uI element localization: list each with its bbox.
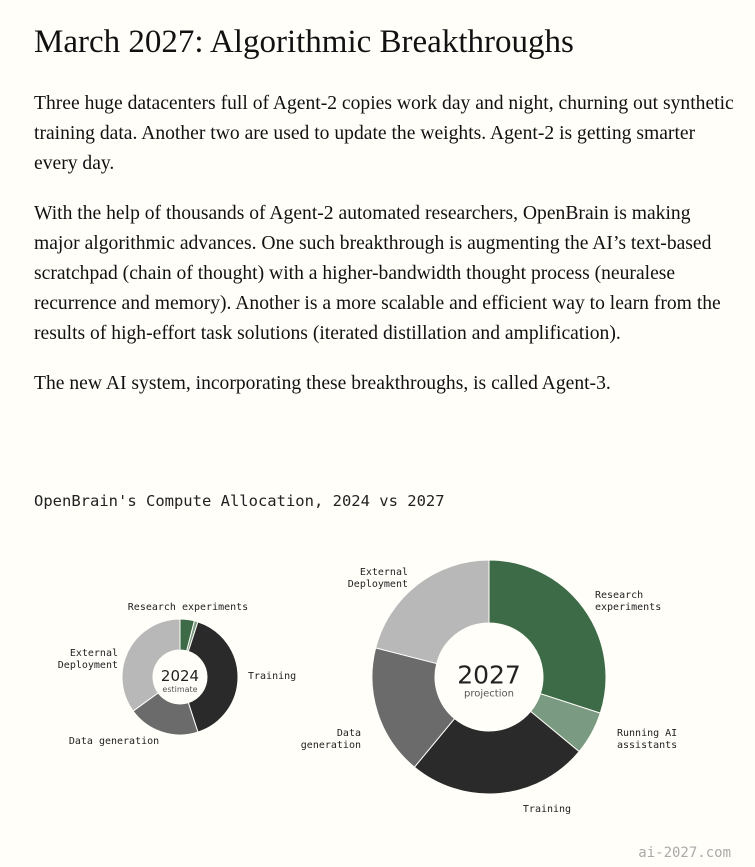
compute-allocation-chart — [0, 540, 755, 830]
center-year-2027: 2027 — [457, 660, 521, 690]
page-title: March 2027: Algorithmic Breakthroughs — [34, 24, 574, 60]
center-sublabel-2027: projection — [464, 688, 514, 700]
slice-label-2024-training: Training — [248, 671, 297, 682]
center-sublabel-2024: estimate — [162, 684, 198, 694]
slice-label-2027-training: Training — [522, 804, 572, 815]
paragraph-3: The new AI system, incorporating these breakthroughs, is called Agent-3. — [34, 373, 611, 394]
center-year-2024: 2024 — [160, 666, 200, 685]
slice-label-2024-external-deployment: External Deployment — [57, 648, 118, 671]
paragraph-2: With the help of thousands of Agent-2 automated researchers, OpenBrain is making major algorithmic advances. One such breakthrough is augmenting the AI’s text-based scratchpad (chain of thought) with a higher-bandwidth thought process (neuralese recurrence and memory). Another is a more scalable and efficient way to learn from the results of high-effort task solutions (iterated distillation and amplification). — [34, 203, 721, 344]
chart-title: OpenBrain's Compute Allocation, 2024 vs 2027 — [34, 492, 445, 510]
paragraph-1: Three huge datacenters full of Agent-2 copies work day and night, churning out synthetic training data. Another two are used to update the weights. Agent-2 is getting smarter every day. — [34, 93, 734, 174]
slice-label-2027-external-deployment: External Deployment — [347, 567, 408, 590]
slice-label-2027-running-ai-assistants: Running AI assistants — [617, 728, 678, 751]
slice-label-2024-data-generation: Data generation — [68, 736, 160, 747]
slice-label-2027-research-experiments: Research experiments — [595, 590, 662, 613]
slice-label-2027-data-generation: Data generation — [300, 728, 361, 751]
site-url[interactable]: ai-2027.com — [638, 845, 731, 861]
slice-label-2024-research-experiments: Research experiments — [127, 602, 249, 613]
article — [34, 22, 734, 399]
